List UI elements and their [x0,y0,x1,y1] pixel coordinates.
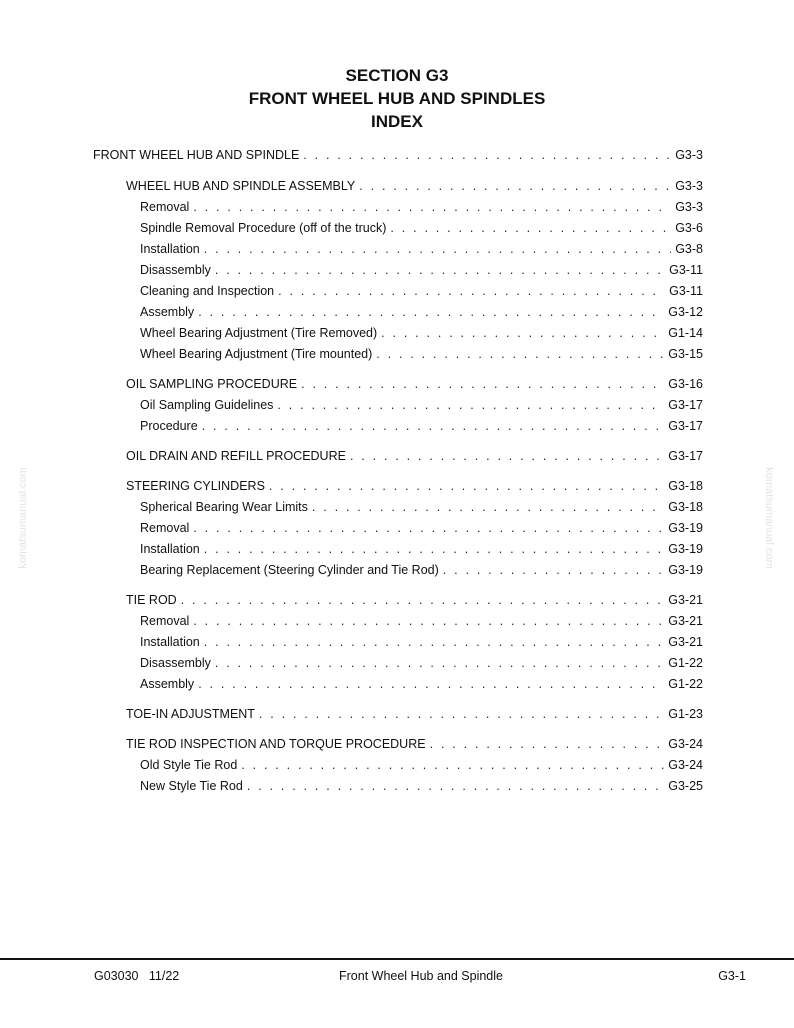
toc-entry-page: G3-11 [669,263,703,277]
toc-entry-page: G3-18 [668,479,703,493]
toc-leader-dots [202,416,665,437]
toc-leader-dots [193,197,671,218]
toc-spacer [93,581,703,590]
toc-entry-label: OIL DRAIN AND REFILL PROCEDURE [126,449,346,463]
toc-leader-dots [181,590,665,611]
toc-entry-page: G3-19 [668,521,703,535]
toc-leader-dots [277,395,664,416]
toc-entry-label: WHEEL HUB AND SPINDLE ASSEMBLY [126,179,356,193]
toc-entry[interactable] [93,632,703,653]
toc-leader-dots [204,632,664,653]
toc-spacer [93,437,703,446]
toc-leader-dots [312,497,664,518]
toc-leader-dots [193,611,664,632]
toc-entry[interactable] [93,446,703,467]
toc-entry-page: G3-12 [668,305,703,319]
toc-entry-page: G3-16 [668,377,703,391]
toc-entry-label: TIE ROD [126,593,177,607]
footer-divider [0,958,794,960]
toc-entry-page: G3-19 [668,542,703,556]
toc-entry[interactable] [93,674,703,695]
toc-entry-page: G3-25 [668,779,703,793]
toc-entry-page: G3-21 [668,635,703,649]
toc-entry[interactable] [93,416,703,437]
section-title [0,64,794,133]
toc-spacer [93,467,703,476]
toc-entry[interactable] [93,239,703,260]
toc-entry-label: Old Style Tie Rod [140,758,238,772]
toc-leader-dots [259,704,664,725]
toc-leader-dots [198,302,664,323]
toc-entry-page: G3-21 [668,614,703,628]
toc-entry-page: G3-18 [668,500,703,514]
toc-entry-label: Disassembly [140,656,211,670]
toc-entry-label: TIE ROD INSPECTION AND TORQUE PROCEDURE [126,737,426,751]
toc-leader-dots [443,560,664,581]
toc-entry[interactable] [93,302,703,323]
toc-leader-dots [241,755,664,776]
toc-entry-label: Removal [140,614,190,628]
toc-entry-page: G1-23 [668,707,703,721]
toc-leader-dots [215,653,664,674]
toc-leader-dots [303,145,671,166]
toc-entry-page: G3-3 [675,200,703,214]
toc-entry[interactable] [93,395,703,416]
toc-leader-dots [247,776,664,797]
toc-spacer [93,365,703,374]
toc-entry[interactable] [93,218,703,239]
toc-entry-label: New Style Tie Rod [140,779,243,793]
toc-entry[interactable] [93,281,703,302]
toc-entry[interactable] [93,704,703,725]
footer-page-number: G3-1 [718,969,746,983]
toc-entry[interactable] [93,590,703,611]
toc-leader-dots [215,260,665,281]
toc-entry[interactable] [93,734,703,755]
toc-entry[interactable] [93,653,703,674]
toc-entry-label: STEERING CYLINDERS [126,479,265,493]
toc-entry-label: Installation [140,542,200,556]
toc-entry-label: Installation [140,242,200,256]
toc-entry-page: G3-17 [668,449,703,463]
toc-entry[interactable] [93,145,703,166]
toc-entry-page: G3-3 [675,179,703,193]
toc-leader-dots [269,476,664,497]
toc-entry-label: Disassembly [140,263,211,277]
toc-entry[interactable] [93,374,703,395]
section-subject: FRONT WHEEL HUB AND SPINDLES [248,89,546,108]
watermark-right: komatsumanual.com [762,467,775,569]
toc-leader-dots [204,539,664,560]
toc-entry[interactable] [93,560,703,581]
toc-entry-label: Cleaning and Inspection [140,284,275,298]
toc-entry[interactable] [93,260,703,281]
toc-leader-dots [376,344,664,365]
toc-entry-label: Oil Sampling Guidelines [140,398,274,412]
toc-entry-label: Assembly [140,305,195,319]
toc-entry-label: Installation [140,635,200,649]
watermark-left: komatsumanual.com [16,467,29,569]
toc-entry[interactable] [93,776,703,797]
toc-leader-dots [350,446,664,467]
toc-entry-label: Removal [140,200,190,214]
toc-leader-dots [278,281,665,302]
toc-entry-label: Bearing Replacement (Steering Cylinder and Tie Rod) [140,563,439,577]
toc-entry[interactable] [93,323,703,344]
footer-title: Front Wheel Hub and Spindle [339,969,503,983]
toc-entry-page: G3-17 [668,419,703,433]
toc-entry[interactable] [93,344,703,365]
toc-spacer [93,725,703,734]
toc-entry-label: Spindle Removal Procedure (off of the truck) [140,221,387,235]
section-heading: SECTION G3 [345,66,449,85]
toc-entry-label: Assembly [140,677,195,691]
toc-entry-page: G3-17 [668,398,703,412]
toc-leader-dots [359,176,671,197]
toc-entry-page: G3-21 [668,593,703,607]
toc-leader-dots [381,323,664,344]
toc-entry-page: G3-19 [668,563,703,577]
footer-doc-code: G03030 11/22 [94,969,180,983]
toc-entry-label: TOE-IN ADJUSTMENT [126,707,255,721]
index-heading: INDEX [371,112,423,131]
toc-entry-page: G3-6 [675,221,703,235]
toc-entry-label: Procedure [140,419,198,433]
toc-leader-dots [204,239,671,260]
toc-entry[interactable] [93,518,703,539]
toc-entry-label: OIL SAMPLING PROCEDURE [126,377,298,391]
toc-spacer [93,166,703,176]
toc-entry-label: Wheel Bearing Adjustment (Tire mounted) [140,347,373,361]
toc-entry[interactable] [93,539,703,560]
toc-entry[interactable] [93,176,703,197]
toc-leader-dots [430,734,665,755]
toc-entry[interactable] [93,755,703,776]
toc-entry-page: G3-11 [669,284,703,298]
toc-entry-label: Wheel Bearing Adjustment (Tire Removed) [140,326,378,340]
toc-leader-dots [301,374,664,395]
toc-entry-page: G3-3 [675,148,703,162]
table-of-contents [93,145,703,797]
toc-entry[interactable] [93,611,703,632]
toc-entry-page: G3-8 [675,242,703,256]
toc-entry-label: Spherical Bearing Wear Limits [140,500,308,514]
toc-entry-label: Removal [140,521,190,535]
toc-entry-page: G1-22 [668,677,703,691]
toc-entry-page: G1-14 [668,326,703,340]
toc-entry-page: G3-24 [668,758,703,772]
toc-entry[interactable] [93,497,703,518]
toc-leader-dots [193,518,664,539]
toc-entry[interactable] [93,476,703,497]
toc-entry-page: G3-24 [668,737,703,751]
toc-entry[interactable] [93,197,703,218]
toc-entry-label: FRONT WHEEL HUB AND SPINDLE [93,148,300,162]
toc-entry-page: G3-15 [668,347,703,361]
toc-leader-dots [198,674,664,695]
toc-leader-dots [390,218,671,239]
toc-spacer [93,695,703,704]
toc-entry-page: G1-22 [668,656,703,670]
